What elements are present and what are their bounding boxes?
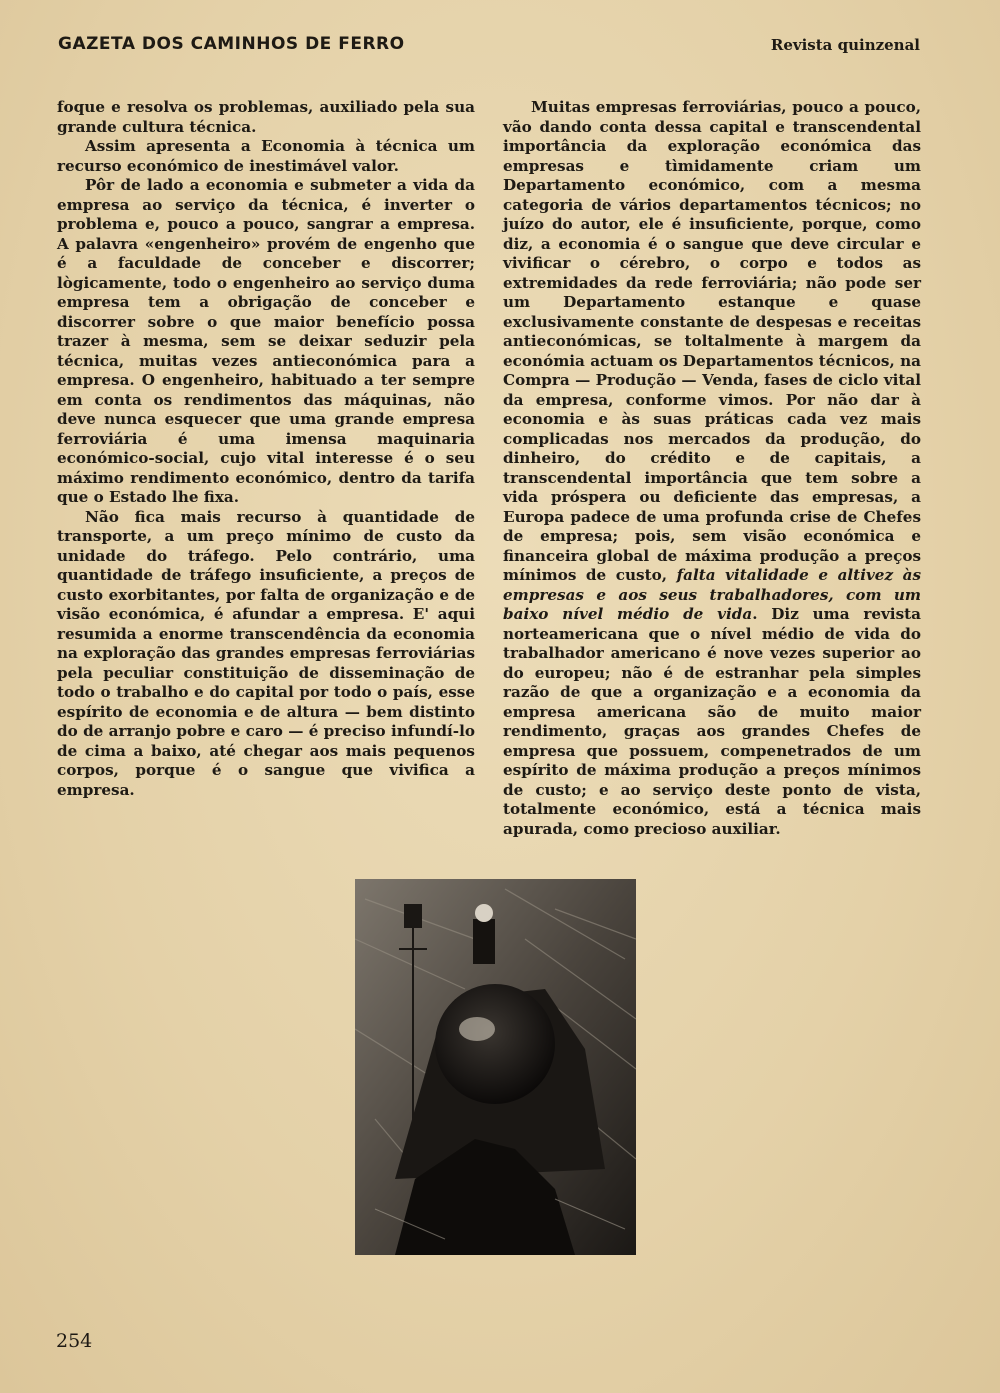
locomotive-illustration [355, 879, 636, 1255]
paragraph: Não fica mais recurso à quantidade de transporte, a um preço mínimo de custo da unidade do tráfego. Pelo contrário, uma quantidade de tráfego insuficiente, a preços de custo exorbitantes, por falta de organização e de visão económica, é afundar a empresa. E' aqui resumida a enorme transcendência da economia na exploração das grandes empresas ferroviárias pela peculiar constituição de disseminação de todo o trabalho e do capital por todo o país, esse espírito de economia e de altura — bem distinto do de arranjo pobre e caro — é preciso infundí-lo de cima a baixo, até chegar aos mais pequenos corpos, porque é o sangue que vivifica a empresa. [57, 507, 475, 799]
running-header [58, 34, 920, 58]
emphasized-text: falta vitalidade e altivez às empresas e aos seus trabalhadores, com um baixo nível médio de vida [503, 566, 922, 623]
right-column [503, 98, 921, 839]
paragraph [503, 98, 921, 839]
paragraph: Pôr de lado a economia e submeter a vida da empresa ao serviço da técnica, é inverter o problema e, pouco a pouco, sangrar a empresa. A palavra «engenheiro» provém de engenho que é a faculdade de conceber e discorrer; lògicamente, todo o engenheiro ao serviço duma empresa tem a obrigação de conceber e discorrer sobre o que maior benefício possa trazer à mesma, sem se deixar seduzir pela técnica, muitas vezes antieconómica para a empresa. O engenheiro, habituado a ter sempre em conta os rendimentos das máquinas, não deve nunca esquecer que uma grande empresa ferroviária é uma imensa maquinaria económico-social, cujo vital interesse é o seu máximo rendimento económico, dentro da tarifa que o Estado lhe fixa. [57, 176, 475, 506]
paragraph: foque e resolva os problemas, auxiliado pela sua grande cultura técnica. [57, 98, 475, 136]
publication-title: GAZETA DOS CAMINHOS DE FERRO [58, 34, 405, 54]
paragraph: Assim apresenta a Economia à técnica um recurso económico de inestimável valor. [57, 137, 475, 175]
paragraph-text-tail: . Diz uma revista norteamericana que o nível médio de vida do trabalhador americano é nove vezes superior ao do europeu; não é de estranhar pela simples razão de que a organização e a economia da empresa americana são de muito maior rendimento, graças aos grandes Chefes de empresa que possuem, compenetrados de um espírito de máxima produção a preços mínimos de custo; e ao serviço deste ponto de vista, totalmente económico, está a técnica mais apurada, como precioso auxiliar. [503, 605, 921, 838]
publication-subtitle: Revista quinzenal [770, 36, 920, 54]
paragraph-text: Muitas empresas ferroviárias, pouco a pouco, vão dando conta dessa capital e transcendental importância da exploração económica das empresas e tìmidamente criam um Departamento económico, com a mesma categoria de vários departamentos técnicos; no juízo do autor, ele é insuficiente, porque, como diz, a economia é o sangue que deve circular e vivificar o cérebro, o corpo e todos as extremidades da rede ferroviária; não pode ser um Departamento estanque e quase exclusivamente constante de despesas e receitas antieconómicas, se toltalmente à margem da económia actuam os Departamentos técnicos, na Compra — Produção — Venda, fases de ciclo vital da empresa, conforme vimos. Por não dar à economia e às suas práticas cada vez mais complicadas nos mercados da produção, do dinheiro, do crédito e de capitais, a transcendental importância que tem sobre a vida próspera ou deficiente das empresas, a Europa padece de uma profunda crise de Chefes de empresa; pois, sem visão económica e financeira global de máxima produção a preços mínimos de custo, [503, 98, 921, 584]
page-number: 254 [56, 1330, 93, 1352]
left-column [57, 98, 475, 800]
